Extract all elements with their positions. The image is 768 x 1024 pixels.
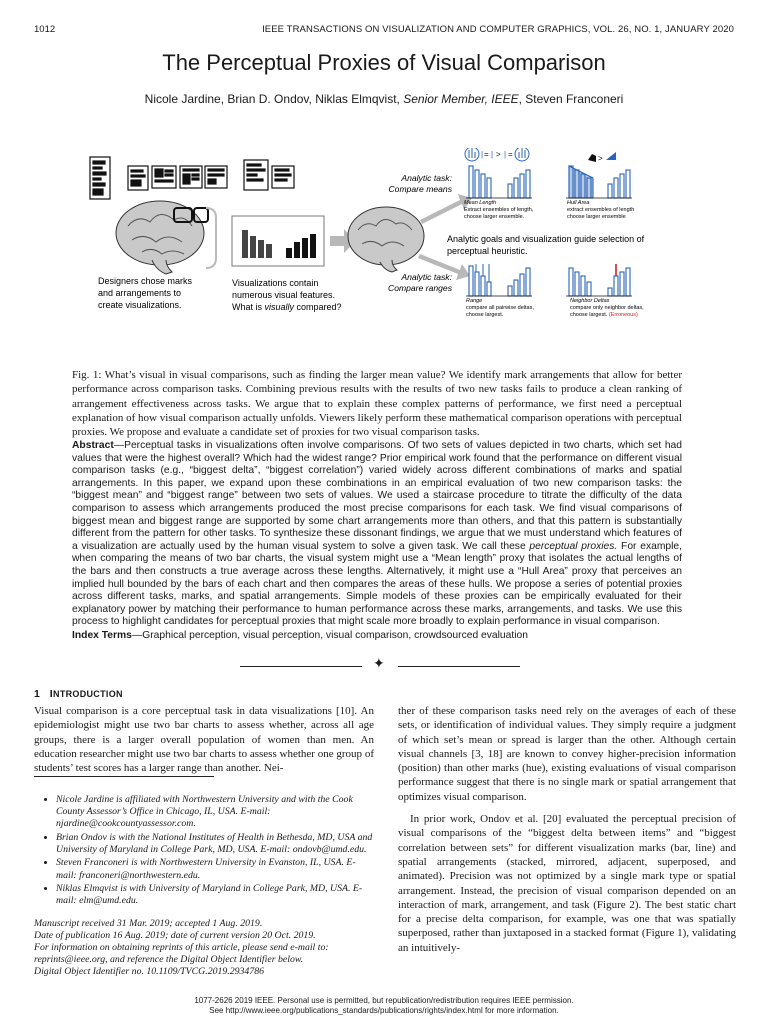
svg-text:>: > — [496, 150, 501, 159]
divider-line-left — [240, 666, 362, 667]
manuscript-line: reprints@ieee.org, and reference the Digital Object Identifier below. — [34, 954, 304, 966]
footnote-item: • Steven Franconeri is with Northwestern University in Evanston, IL, USA. E-mail: franconeri@northwestern.edu. — [56, 857, 374, 881]
manuscript-line: Date of publication 16 Aug. 2019; date of current version 20 Oct. 2019. — [34, 930, 316, 942]
vis-label-3-em: visually — [264, 302, 295, 312]
mean-length-icon — [465, 148, 529, 161]
footnote-item: • Niklas Elmqvist is with University of Maryland in College Park, MD, USA. E-mail: elm@umd.edu. — [56, 883, 374, 907]
authors-part-1: Nicole Jardine, Brian D. Ondov, Niklas Elmqvist, — [144, 92, 404, 106]
index-terms-text: —Graphical perception, visual perception, visual comparison, crowdsourced evaluation — [131, 630, 528, 641]
mean-length-title: Mean Length — [464, 200, 497, 206]
index-terms-label: Index Terms — [72, 630, 132, 641]
abstract-emphasis: perceptual proxies. — [529, 540, 618, 552]
footnote-item: • Brian Ondov is with the National Institutes of Health in Bethesda, MD, USA and University of Maryland in College Park, MD, USA. E-mail: ondovb@umd.edu. — [56, 832, 374, 856]
copyright-line: See http://www.ieee.org/publications_standards/publications/rights/index.html for more information. — [209, 1005, 559, 1015]
footnote-rule — [34, 776, 214, 777]
neighbor-deltas-proxy — [566, 264, 644, 318]
neighbor-deltas-desc-2a: choose largest. — [570, 312, 609, 318]
neighbor-deltas-title: Neighbor Deltas — [570, 298, 610, 304]
document-icon — [272, 166, 294, 188]
designers-label-1: Designers chose marks — [98, 276, 193, 286]
mean-length-desc-1: Extract ensembles of length, — [464, 207, 534, 213]
journal-header: IEEE TRANSACTIONS ON VISUALIZATION AND COMPUTER GRAPHICS, VOL. 26, NO. 1, JANUARY 2020 — [262, 24, 734, 35]
task-means-label-1: Analytic task: — [401, 173, 452, 183]
authors-part-2: , Steven Franconeri — [518, 92, 624, 106]
mean-length-desc-2: choose larger ensemble. — [464, 214, 525, 220]
mean-length-proxy — [464, 148, 534, 220]
erroneous-label: (Erroneous) — [608, 312, 638, 318]
neighbor-deltas-desc-2 — [570, 312, 638, 318]
intro-paragraph-col2: ther of these comparison tasks need rely on the averages of each of these sets, or identification of individual values. They simply require a judgment of which set’s mean or spread is larger than the other. Although certain visual channels [3, 18] are known to convey higher-precision information (position) than other marks (hue), existing evaluations of visual comparison performance suggest that there is no single mark or spatial arrangement that optimizes visual comparison. — [398, 705, 736, 803]
section-number: 1 — [34, 688, 41, 700]
manuscript-line: Digital Object Identifier no. 10.1109/TVCG.2019.2934786 — [34, 966, 265, 978]
copyright-notice — [0, 996, 768, 1015]
abstract-text-1: —Perceptual tasks in visualizations often involve comparisons. Of two sets of values depicted in two charts, which set had values that were the highest overall? Which had the widest range? Prior empirical work found that the performance on different visual comparison tasks (e.g., “biggest delta”, “biggest correlation”) varied widely across different combinations of marks and spatial arrangements. In this paper, we expand upon these combinations in an empirical evaluation of two new comparison tasks: the “biggest mean” and “biggest range” between two sets of values. We used a staircase procedure to titrate the difficulty of the data comparison to assess which arrangements produced the most precise comparisons for each task. We find visual comparisons of biggest mean and biggest range are supported by some chart arrangements more than others, and that this pattern is substantially different from the pattern for other tasks. To synthesize these dissonant findings, we argue that we must understand which features of a visualization are actually used by the human visual system to solve a given task. We call these — [72, 440, 682, 552]
paper-title: The Perceptual Proxies of Visual Comparison — [162, 50, 606, 75]
abstract-text-2: For example, when comparing the means of two bar charts, the visual system might use a “Mean length” proxy that isolates the actual lengths of the bars and then constructs a true average across these lengths. Alternatively, it might use a “Hull Area” proxy that perceives an implied hull bounded by the bars of each chart and then compares the areas of these hulls. We propose a series of potential proxies across different tasks, marks, and spatial arrangements. Simple models of these proxies can be empirically evaluated for their explanatory power by matching their performance to human performance across these marks, arrangements, and tasks. We use this process to highlight candidates for perceptual proxies that might scale more broadly to explain performance in visual comparison. — [72, 540, 682, 628]
author-role: Senior Member, IEEE — [403, 92, 519, 106]
copyright-line: 1077-2626 2019 IEEE. Personal use is permitted, but republication/redistribution requires IEEE permission. — [194, 996, 574, 1005]
author-list — [0, 92, 768, 106]
figure-caption: Fig. 1: What’s visual in visual comparisons, such as finding the larger mean value? We identify mark arrangements that allow for better performance across comparison tasks. Combining previous results with the results of two new tasks fails to produce a clean ranking of arrangement effectiveness across tasks. We argue that to explain these complex patterns of performance, we first need a perceptual explanation of how visual comparison actually unfolds. Viewers likely perform these mathematical comparison operations with perceptual proxies. We propose and evaluate a candidate set of proxies for two visual comparison tasks. — [72, 369, 682, 439]
task-means-label-2: Compare means — [388, 184, 452, 194]
vis-label-1: Visualizations contain — [232, 278, 319, 288]
document-icon — [128, 166, 148, 190]
task-ranges-label-2: Compare ranges — [387, 283, 452, 293]
manuscript-line: Manuscript received 31 Mar. 2019; accepted 1 Aug. 2019. — [34, 918, 263, 929]
intro-paragraph-col1: Visual comparison is a core perceptual task in data visualizations [10]. An epidemiologist might use two bar charts to assess whether, across all age groups, there is a larger overall population of women than men. An education researcher might use two bar charts to assess whether one group of students’ test scores has a larger range than another. Nei- — [34, 705, 374, 775]
abstract-label: Abstract — [72, 440, 114, 451]
document-icon — [180, 166, 202, 188]
section-divider — [240, 657, 520, 672]
visualization-box — [232, 216, 324, 266]
document-icon — [90, 157, 110, 199]
hull-area-desc-1: extract ensembles of length — [567, 207, 635, 213]
vis-label-3 — [232, 302, 342, 312]
hull-area-proxy — [566, 152, 634, 220]
index-terms — [72, 630, 682, 643]
range-desc-2: choose largest. — [466, 312, 504, 318]
svg-text:>: > — [598, 154, 603, 163]
document-icon — [152, 166, 176, 188]
neighbor-deltas-desc-1: compare only neighbor deltas, — [570, 305, 644, 311]
goal-text-1: Analytic goals and visualization guide selection of — [447, 234, 645, 244]
hull-area-icon — [588, 152, 616, 163]
hull-area-desc-2: choose larger ensemble — [567, 214, 626, 220]
intro-col2 — [398, 704, 736, 955]
teaser-figure — [80, 148, 700, 348]
divider-star-icon: ✦ — [373, 657, 385, 672]
manuscript-line: For information on obtaining reprints of this article, please send e-mail to: — [34, 942, 329, 954]
abstract — [72, 440, 682, 629]
designers-label-3: create visualizations. — [98, 300, 182, 310]
divider-line-right — [398, 666, 520, 667]
document-icon — [205, 166, 227, 188]
vis-label-3a: What is — [232, 302, 265, 312]
brain-icon — [348, 207, 424, 272]
footnote-item: • Nicole Jardine is affiliated with Northwestern University and with the Cook County Assessor’s Office in Chicago, IL, USA. E-mail: njardine@cookcountyassessor.com. — [56, 794, 374, 830]
manuscript-info — [34, 918, 374, 978]
document-icon — [244, 160, 268, 190]
goal-text-2: perceptual heuristic. — [447, 246, 528, 256]
author-footnotes — [34, 794, 374, 909]
vis-label-3b: compared? — [294, 302, 342, 312]
section-name-cap: I — [49, 688, 54, 700]
designers-label-2: and arrangements to — [98, 288, 182, 298]
page-number: 1012 — [34, 24, 56, 35]
svg-text:|: | — [504, 150, 507, 159]
hull-area-title: Hull Area — [567, 200, 590, 206]
range-desc-1: compare all pairwise deltas, — [466, 305, 534, 311]
svg-text:|: | — [491, 150, 494, 159]
range-title: Range — [466, 298, 483, 304]
svg-text:=: = — [508, 150, 513, 159]
intro-paragraph-col2-2: In prior work, Ondov et al. [20] evaluated the perceptual precision of visual comparisons of the “biggest delta between items” and “biggest correlation between sets” for different visualization marks (bar, line) and spatial arrangements (stacked, mirrored, adjacent, superposed, and animated). Precision was not optimized by a single mark type or spatial arrangement. Instead, the precision of visual comparison depended on an interaction of mark, arrangement, and task (Figure 2). The best static chart for a precise delta comparison, for example, was one that was spatially superposed, rather than juxtaposed in a stacked format (Figure 1), validating an intuitively- — [398, 813, 736, 954]
section-name-rest: NTRODUCTION — [53, 689, 123, 699]
range-proxy — [466, 264, 534, 318]
section-heading — [34, 688, 123, 700]
document-icons — [90, 157, 294, 199]
brain-with-glasses-icon — [116, 201, 208, 274]
svg-text:=: = — [484, 150, 489, 159]
task-ranges-label-1: Analytic task: — [401, 272, 452, 282]
vis-label-2: numerous visual features. — [232, 290, 336, 300]
svg-text:|: | — [481, 150, 484, 159]
